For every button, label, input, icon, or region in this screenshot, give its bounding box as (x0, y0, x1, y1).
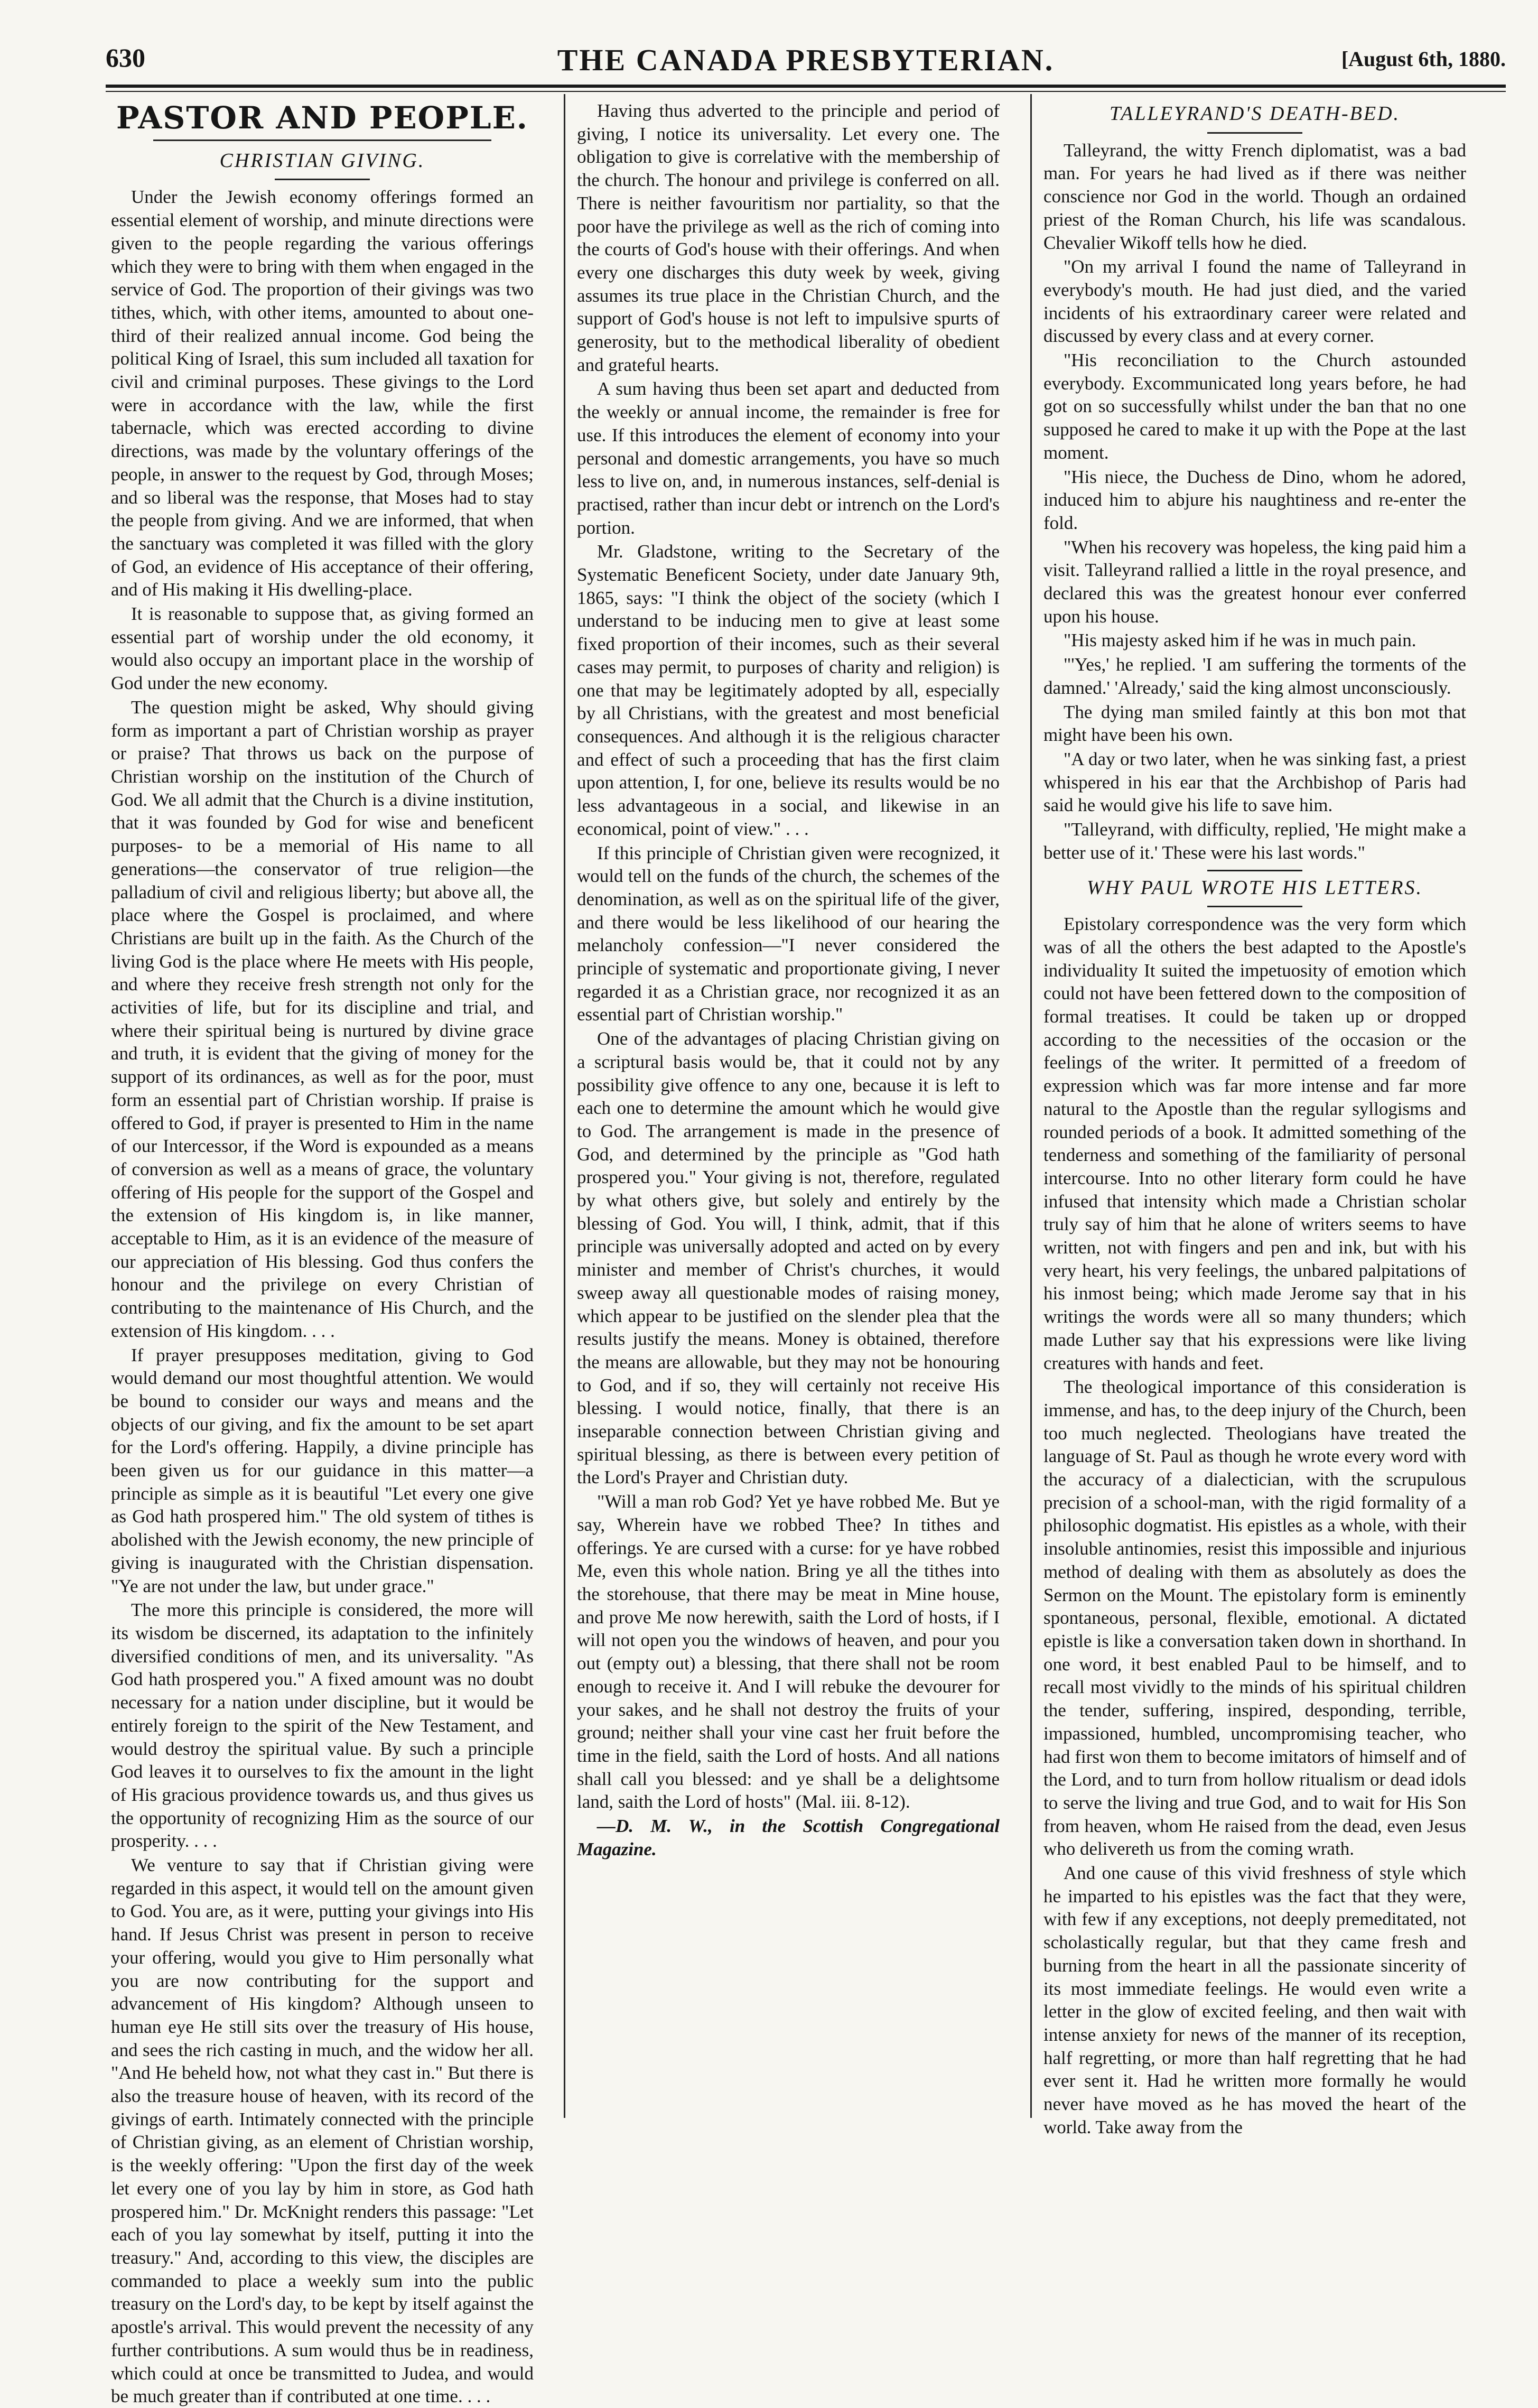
title-rule (275, 179, 370, 180)
title-rule (1207, 132, 1302, 134)
section-heading: PASTOR AND PEOPLE. (116, 100, 528, 136)
article-body-paul-letters (1043, 913, 1466, 2139)
paragraph: If this principle of Christian given were recognized, it would tell on the funds of the church, the schemes of the denomination, as well as on the spiritual life of the giver, and there would be less likelihood of our hearing the melancholy confession—"I never considered the principle of systematic and proportionate giving, I never regarded it as a Christian grace, nor recognized it as an essential part of Christian worship." (577, 842, 1000, 1025)
paragraph: A sum having thus been set apart and deducted from the weekly or annual income, the remainder is free for use. If this introduces the element of economy into your personal and domestic arrangements, you have so much less to live on, and, in numerous instances, self-denial is practised, rather than incur debt or intrench on the Lord's portion. (577, 378, 1000, 538)
paragraph: Under the Jewish economy offerings formed an essential element of worship, and minute directions were given to the people regarding the various offerings which they were to bring with them when engaged in the service of God. The proportion of their givings was two tithes, which, with other items, amounted to about one-third of their realized annual income. God being the political King of Israel, this sum included all taxation for civil and criminal purposes. These givings to the Lord were in accordance with the law, while the first tabernacle, which was erected according to divine directions, was made by the voluntary offerings of the people, in answer to the request by God, through Moses; and so liberal was the response, that Moses had to stay the people from giving. And we are informed, that when the sanctuary was completed it was filled with the glory of God, an evidence of His acceptance of their offering, and of His making it His dwelling-place. (111, 187, 534, 600)
section-rule (153, 140, 491, 141)
column-right (1043, 99, 1466, 2139)
title-rule (1207, 906, 1302, 907)
column-divider (564, 94, 565, 2118)
paragraph: "Talleyrand, with difficulty, replied, 'He might make a better use of it.' These were his last words." (1043, 819, 1466, 863)
paragraph: "His majesty asked him if he was in much pain. (1064, 630, 1416, 651)
paragraph: Mr. Gladstone, writing to the Secretary of the Systematic Beneficent Society, under date January 9th, 1865, says: "I think the object of the society (which I understand to be inducing men to give at least some fixed proportion of their incomes, such as their several cases may permit, to purposes of charity and religion) is one that may be legitimately adopted by all, especially by all Christians, with the greatest and most beneficial consequences. And although it is the religious character and effect of such a proceeding that has the first claim upon attention, I, for one, believe its results would be no less advantageous in a social, and likewise in an economical, point of view." . . . (577, 541, 1000, 839)
article-body-talleyrand (1043, 139, 1466, 864)
article-attribution: —D. M. W., in the Scottish Congregational Magazine. (577, 1816, 1000, 1860)
masthead-rule-thin (106, 91, 1506, 92)
masthead (106, 42, 1506, 75)
column-left (111, 99, 534, 2407)
paragraph: The theological importance of this consideration is immense, and has, to the deep injury of the Church, been too much neglected. Theologians have treated the language of St. Paul as though he wrote every word with the accuracy of a dialectician, with the scrupulous precision of a school-man, with the rigid formality of a philosophic dogmatist. His epistles as a whole, with their insoluble antinomies, resist this impossible and injurious method of dealing with them as absolutely as does the Sermon on the Mount. The epistolary form is eminently spontaneous, personal, flexible, emotional. A dictated epistle is like a conversation taken down in shorthand. In one word, it best enabled Paul to be himself, and to recall most vividly to the minds of his spiritual children the tender, suffering, inspired, desponding, terrible, impassioned, humbled, uncompromising teacher, who had first won them to become imitators of himself and of the Lord, and to turn from hollow ritualism or dead idols to serve the living and true God, and to wait for His Son from heaven, whom He raised from the dead, even Jesus who delivereth us from the coming wrath. (1043, 1377, 1466, 1860)
paragraph: "His niece, the Duchess de Dino, whom he adored, induced him to abjure his naughtiness and re-enter the fold. (1043, 466, 1466, 533)
masthead-rule-thick (106, 85, 1506, 88)
paragraph: The dying man smiled faintly at this bon mot that might have been his own. (1043, 701, 1466, 746)
paragraph: The question might be asked, Why should giving form as important a part of Christian worship as prayer or praise? That throws us back on the purpose of Christian worship on the institution of the Church of God. We all admit that the Church is a divine institution, that it was founded by God for wise and beneficent purposes- to be a memorial of His name to all generations—the conservator of true religion—the palladium of civil and religious liberty; but above all, the place where the Gospel is proclaimed, and where Christians are built up in the faith. As the Church of the living God is the place where He meets with His people, and where they receive fresh strength not only for the activities of life, but for its discipline and trial, and where their spiritual being is nurtured by divine grace and truth, it is evident that the giving of money for the support of its ordinances, as well as for the poor, must form an essential part of Christian worship. If praise is offered to God, if prayer is presented to Him in the name of our Intercessor, if the Word is expounded as a means of conversion as well as a means of grace, the voluntary offering of His people for the support of the Gospel and the extension of His kingdom is, in like manner, acceptable to Him, as it is an evidence of the measure of our appreciation of His blessing. God thus confers the honour and the privilege on every Christian of contributing to the maintenance of His Church, and the extension of His kingdom. . . . (111, 696, 534, 1341)
page-number: 630 (106, 43, 145, 72)
article-title-paul-letters: WHY PAUL WROTE HIS LETTERS. (1087, 876, 1423, 899)
paragraph: "On my arrival I found the name of Talleyrand in everybody's mouth. He had just died, and the varied incidents of his extraordinary career were related and discussed by every class and at every corner. (1043, 256, 1466, 347)
journal-title: THE CANADA PRESBYTERIAN. (557, 43, 1055, 77)
article-title-christian-giving: CHRISTIAN GIVING. (219, 149, 425, 172)
article-body-christian-giving-continued (577, 99, 1000, 1814)
paragraph: Epistolary correspondence was the very form which was of all the others the best adapted to the Apostle's individuality It suited the impetuosity of emotion which could not have been fettered down to the composition of formal treatises. It could be taken up or dropped according to the necessities of the occasion or the feelings of the writer. It permitted of a freedom of expression which was far more intense and far more natural to the Apostle than the regular syllogisms and rounded periods of a book. It admitted something of the tenderness and something of the familiarity of personal intercourse. Into no other literary form could he have infused that intensity which made a Christian scholar truly say of him that he alone of writers seems to have written, not with fingers and pen and ink, but with his very heart, his very feelings, the unbared palpitations of his inmost being; which made Jerome say that in his writings the words were all so many thunders; which made Luther say that his expressions were like living creatures with hands and feet. (1043, 914, 1466, 1373)
paragraph: Having thus adverted to the principle and period of giving, I notice its universality. Let every one. The obligation to give is correlative with the membership of the church. The honour and privilege is conferred on all. There is neither favouritism nor partiality, so that the poor have the privilege as well as the rich of coming into the courts of God's house with their offerings. And when every one discharges this duty week by week, giving assumes its true place in the Christian Church, and the support of God's house is not left to impulsive spurts of generosity, but to the methodical liberality of obedient and grateful hearts. (577, 100, 1000, 375)
column-divider (1030, 94, 1032, 2118)
article-title-talleyrand: TALLEYRAND'S DEATH-BED. (1109, 103, 1401, 125)
article-separator-rule (1207, 870, 1302, 871)
paragraph: We venture to say that if Christian giving were regarded in this aspect, it would tell on the amount given to God. You are, as it were, putting your givings into His hand. If Jesus Christ was present in person to receive your offering, would you give to Him personally what you are now contributing for the support and advancement of His kingdom? Although unseen to human eye He still sits over the treasury of His house, and sees the rich casting in much, and the widow her all. "And He beheld how, not what they cast in." But there is also the treasure house of heaven, with its record of the givings of earth. Intimately connected with the principle of Christian giving, as an element of Christian worship, is the weekly offering: "Upon the first day of the week let every one of you lay by him in store, as God hath prospered him." Dr. McKnight renders this passage: "Let each of you lay somewhat by itself, putting it into the treasury." And, according to this view, the disciples are commanded to place a weekly sum into the public treasury on the Lord's day, to be kept by itself against the apostle's arrival. This would prevent the necessity of any further contributions. A sum would thus be in readiness, which could at once be transmitted to Judea, and would be much greater than if contributed at one time. . . . (111, 1855, 534, 2407)
column-middle (577, 99, 1000, 2139)
paragraph: "His reconciliation to the Church astounded everybody. Excommunicated long years before, he had got on so successfully whilst under the ban that no one supposed he cared to make it up with the Pope at the last moment. (1043, 350, 1466, 463)
paragraph: And one cause of this vivid freshness of style which he imparted to his epistles was the fact that they were, with few if any exceptions, not deeply premeditated, not scholastically regular, but that they came fresh and burning from the heart in all the passionate sincerity of its most immediate feelings. He would even write a letter in the glow of excited feeling, and then wait with intense anxiety for news of the manner of its reception, half regretting, or more than half regretting that he had ever sent it. Had he written more formally he would never have moved as he has moved the heart of the world. Take away from the (1043, 1863, 1466, 2137)
paragraph: It is reasonable to suppose that, as giving formed an essential part of worship under the old economy, it would also occupy an important place in the worship of God under the new economy. (111, 603, 534, 694)
paragraph: The more this principle is considered, the more will its wisdom be discerned, its adaptation to the infinitely diversified conditions of men, and its universality. "As God hath prospered you." A fixed amount was no doubt necessary for a nation under discipline, but it would be entirely foreign to the spirit of the New Testament, and would destroy the spiritual value. By such a principle God leaves it to ourselves to fix the amount in the light of His gracious providence towards us, and thus gives us the opportunity of recognizing Him as the source of our prosperity. . . . (111, 1600, 534, 1852)
paragraph: "A day or two later, when he was sinking fast, a priest whispered in his ear that the Archbishop of Paris had said he would give his life to save him. (1043, 748, 1466, 816)
issue-date: [August 6th, 1880. (1341, 47, 1506, 71)
paragraph: One of the advantages of placing Christian giving on a scriptural basis would be, that it could not by any possibility give offence to any one, because it is left to each one to determine the amount which he would give to God. The arrangement is made in the presence of God, and determined by the principle as "God hath prospered you." Your giving is not, therefore, regulated by what others give, but solely and entirely by the blessing of God. You will, I think, admit, that if this principle was universally adopted and acted on by every minister and member of Christ's churches, it would sweep away all questionable modes of raising money, which appear to be justified on the slender plea that the results justify the means. Money is obtained, therefore the means are allowable, but they may not be honouring to God, and if so, they will certainly not receive His blessing. I would notice, finally, that there is an inseparable connection between Christian giving and spiritual blessing, as there is between every petition of the Lord's Prayer and Christian duty. (577, 1028, 1000, 1488)
paragraph: "'Yes,' he replied. 'I am suffering the torments of the damned.' 'Already,' said the king almost unconsciously. (1043, 654, 1466, 698)
paragraph: Talleyrand, the witty French diplomatist, was a bad man. For years he had lived as if there was neither conscience nor God in the world. Though an ordained priest of the Roman Church, his life was scandalous. Chevalier Wikoff tells how he died. (1043, 140, 1466, 253)
paragraph: If prayer presupposes meditation, giving to God would demand our most thoughtful attention. We would be bound to consider our ways and means and the objects of our giving, and fix the amount to be set apart for the Lord's offering. Happily, a divine principle has been given us for our guidance in this matter—a principle as simple as it is beautiful "Let every one give as God hath prospered him." The old system of tithes is abolished with the Jewish economy, the new principle of giving is inaugurated with the Christian dispensation. "Ye are not under the law, but under grace." (111, 1344, 534, 1596)
paragraph: "When his recovery was hopeless, the king paid him a visit. Talleyrand rallied a little in the royal presence, and declared this was the greatest honour ever conferred upon his house. (1043, 536, 1466, 627)
paragraph: "Will a man rob God? Yet ye have robbed Me. But ye say, Wherein have we robbed Thee? In tithes and offerings. Ye are cursed with a curse: for ye have robbed Me, even this whole nation. Bring ye all the tithes into the storehouse, that there may be meat in Mine house, and prove Me now herewith, saith the Lord of hosts, if I will not open you the windows of heaven, and pour you out (empty out) a blessing, that there shall not be room enough to receive it. And I will rebuke the devourer for your sakes, and he shall not destroy the fruits of your ground; neither shall your vine cast her fruit before the time in the field, saith the Lord of hosts. And all nations shall call you blessed: and ye shall be a delightsome land, saith the Lord of hosts" (Mal. iii. 8-12). (577, 1491, 1000, 1812)
article-body-christian-giving (111, 185, 534, 2408)
